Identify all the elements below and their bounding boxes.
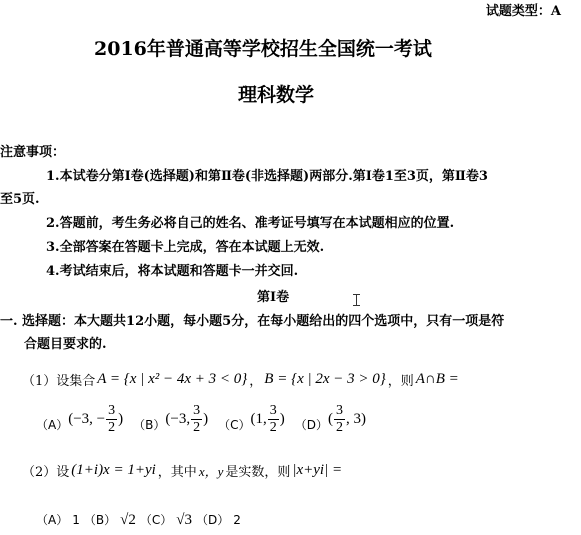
q2-expression: |x+yi| = bbox=[292, 462, 343, 478]
fraction-numerator: 3 bbox=[335, 403, 343, 418]
option-left: (−3, − bbox=[68, 411, 106, 427]
notice-item-4: 4.考试结束后，将本试题和答题卡一并交回. bbox=[46, 264, 299, 279]
q1-suffix: ，则 bbox=[387, 374, 414, 389]
subject-title: 理科数学 bbox=[238, 84, 315, 106]
fraction-denominator: 2 bbox=[193, 420, 201, 435]
option-label: （D） bbox=[195, 513, 230, 527]
option-value: √3 bbox=[176, 512, 192, 528]
fraction-numerator: 3 bbox=[269, 403, 277, 418]
section-1-instructions-cont: 合题目要求的. bbox=[24, 337, 107, 352]
q2-options bbox=[36, 511, 241, 529]
option-label: （A） bbox=[36, 513, 69, 527]
q1-option-c bbox=[218, 404, 285, 435]
option-left: (−3, bbox=[165, 411, 191, 427]
q1-option-a bbox=[36, 404, 123, 435]
section-1-instructions: 一. 选择题：本大题共12小题，每小题5分，在每小题给出的四个选项中，只有一项是符 bbox=[0, 314, 505, 329]
fraction-numerator: 3 bbox=[193, 403, 201, 418]
question-1 bbox=[22, 370, 459, 389]
q2-prefix: （2）设 bbox=[22, 465, 70, 480]
option-value: 1 bbox=[72, 513, 80, 527]
q2-variables: x，y bbox=[198, 464, 224, 479]
exam-type-label: 试题类型：A bbox=[485, 4, 561, 19]
option-label: （B） bbox=[133, 418, 166, 432]
option-left: ( bbox=[327, 411, 333, 427]
q2-equation: (1+i)x = 1+yi bbox=[71, 462, 156, 478]
question-2 bbox=[22, 461, 342, 480]
option-label: （D） bbox=[294, 418, 328, 432]
option-right: ) bbox=[279, 411, 285, 427]
option-label: （B） bbox=[83, 513, 117, 527]
q1-option-d bbox=[295, 404, 366, 435]
notice-heading: 注意事项： bbox=[0, 145, 66, 160]
q1-separator: ， bbox=[249, 374, 263, 389]
option-label: （C） bbox=[218, 418, 251, 432]
q1-set-a: A = {x | x² − 4x + 3 < 0} bbox=[97, 371, 248, 387]
part-1-title: 第Ⅰ卷 bbox=[257, 290, 290, 305]
q1-expression: A∩B = bbox=[415, 371, 459, 387]
notice-item-1: 1.本试卷分第Ⅰ卷(选择题)和第Ⅱ卷(非选择题)两部分.第Ⅰ卷1至3页，第Ⅱ卷3 bbox=[46, 169, 488, 184]
q1-options bbox=[36, 404, 366, 435]
q2-middle: ，其中 bbox=[157, 465, 197, 480]
q1-option-b bbox=[133, 404, 208, 435]
option-value: √2 bbox=[120, 512, 136, 528]
q1-set-b: B = {x | 2x − 3 > 0} bbox=[264, 371, 386, 387]
q2-after-vars: 是实数，则 bbox=[225, 465, 291, 480]
fraction-denominator: 2 bbox=[108, 420, 116, 435]
text-cursor-icon bbox=[356, 294, 357, 306]
option-label: （A） bbox=[36, 418, 69, 432]
fraction-denominator: 2 bbox=[269, 420, 277, 435]
option-right: ) bbox=[118, 411, 124, 427]
fraction-numerator: 3 bbox=[108, 403, 116, 418]
notice-item-3: 3.全部答案在答题卡上完成，答在本试题上无效. bbox=[46, 240, 325, 255]
option-label: （C） bbox=[139, 513, 173, 527]
notice-item-1-cont: 至5页. bbox=[0, 192, 40, 207]
exam-title: 2016年普通高等学校招生全国统一考试 bbox=[94, 38, 432, 60]
notice-item-2: 2.答题前，考生务必将自己的姓名、准考证号填写在本试题相应的位置. bbox=[46, 216, 455, 231]
q1-prefix: （1）设集合 bbox=[22, 374, 96, 389]
option-right: , 3) bbox=[345, 411, 366, 427]
option-right: ) bbox=[203, 411, 209, 427]
option-value: 2 bbox=[233, 513, 241, 527]
fraction-denominator: 2 bbox=[335, 420, 343, 435]
option-left: (1, bbox=[250, 411, 267, 427]
